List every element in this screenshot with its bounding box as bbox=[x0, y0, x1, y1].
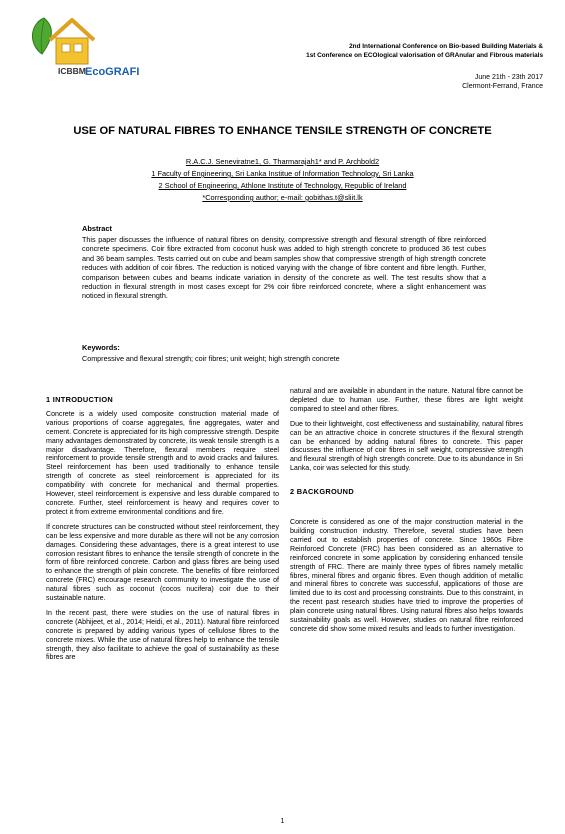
ecografi-brand: EcoGRAFI bbox=[85, 66, 140, 78]
conference-line-1: 2nd International Conference on Bio-based Building Materials & bbox=[349, 43, 543, 50]
left-column bbox=[46, 396, 279, 669]
author-list bbox=[0, 157, 565, 167]
affiliation-2-text: 2 School of Engineering, Athlone Institute of Technology, Republic of Ireland bbox=[158, 181, 407, 190]
background-paragraph-1: Concrete is considered as one of the major construction material in the building construction industry. Therefore, several studies have been carried out to establish properties of concrete. Since 1960s Fibre Reinforced Concrete (FRC) has been considered as an alternative to reinforced concrete in some application by considering enhanced tensile strength of FRC. There are mainly three types of fibres namely metallic fibres, mineral fibres and organic fibres. Even though addition of metallic and mineral fibres to concrete was successful, applications of those are limited due to its cost and processing constraints. Due to this constraint, in the recent past research studies have tried to improve the properties of plain concrete using natural fibres. Using natural fibres also helps towards sustainability goals as well. However, studies on natural fibre reinforced concrete did show some mixed results and leads to further investigation. bbox=[290, 519, 523, 633]
conference-line-2: 1st Conference on ECOlogical valorisation of GRAnular and Fibrous materials bbox=[306, 52, 543, 59]
conference-date-block bbox=[462, 73, 543, 91]
paper-title: USE OF NATURAL FIBRES TO ENHANCE TENSILE STRENGTH OF CONCRETE bbox=[73, 125, 492, 137]
right-column bbox=[290, 388, 523, 641]
page-number: 1 bbox=[280, 818, 285, 825]
affiliation-1-text: 1 Faculty of Engineering, Sri Lanka Institue of Information Technology, Sri Lanka bbox=[151, 169, 414, 178]
affiliation-1 bbox=[0, 169, 565, 179]
abstract-heading: Abstract bbox=[82, 224, 112, 233]
conference-dates: June 21th - 23th 2017 bbox=[474, 74, 543, 81]
intro-paragraph-5: Due to their lightweight, cost effectiveness and sustainability, natural fibres can be an attractive choice in concrete structures if the flexural strength can be enhanced by adding natural fibres to concrete. This paper discusses the influence of coir fibres in self weight, compressive strength and flexural strength of high strength concrete. Due to its abundance in Sri Lanka, coir was selected for this study. bbox=[290, 420, 523, 473]
intro-paragraph-3: In the recent past, there were studies on the use of natural fibres in concrete (Abhijeet, et al., 2014; Heidi, et al., 2011). Natural fibre reinforced concrete is prepared by adding various types of cellulose fibres to the concrete mixes. While the use of natural fibres help to enhance the tensile strength, they also facilitate to achieve the goal of sustainability as these fibres are bbox=[46, 609, 279, 662]
keywords-text: Compressive and flexural strength; coir fibres; unit weight; high strength concrete bbox=[82, 354, 340, 363]
corresponding-author bbox=[0, 193, 565, 203]
keywords-heading: Keywords: bbox=[82, 343, 120, 352]
corresponding-author-text: *Corresponding author; e-mail: gobithas.t@sliit.lk bbox=[202, 193, 363, 202]
authors-text: R.A.C.J. Seneviratne1, G. Tharmarajah1* and P. Archbold2 bbox=[185, 157, 380, 166]
icbbm-badge: ICBBM bbox=[58, 66, 86, 76]
affiliation-2 bbox=[0, 181, 565, 191]
intro-paragraph-2: If concrete structures can be constructed without steel reinforcement, they can be less expensive and more durable as there will not be any corrosion damages. Considering these advantages, there is a great interest to use corrosion resistant fibres to enhance the tensile strength of concrete in the form of fibre reinforced concrete. Carbon and glass fibres are being used to enhance the strength of plain concrete. The benefits of fibre reinforced concrete (FRC) encourage research community to investigate the use of natural fibres such as coconut (cocos nucifera) coir due to their sustainable nature. bbox=[46, 523, 279, 603]
section-heading-background: 2 BACKGROUND bbox=[290, 487, 354, 497]
abstract-text: This paper discusses the influence of natural fibres on density, compressive strength and flexural strength of fibre reinforced concrete specimens. Coir fibre extracted from coconut husk was added to high strength concrete to produced 36 test cubes and 36 beam samples. Tests carried out on cube and beam samples show that compressive strength of high strength concrete reduces with addition of coir fibres. The reduction is noticed varying with the change of fibre content and fibre length. Further, comparison between cubes and beams indicate variation in density of the concrete as well. The test results show that a reduction in flexural strength in most cases except for 2% coir fibre reinforced concrete, where a slight enhancement was noticed in flexural strength. bbox=[82, 235, 486, 301]
conference-header bbox=[306, 42, 543, 60]
section-heading-introduction: 1 INTRODUCTION bbox=[46, 395, 114, 404]
intro-paragraph-4: natural and are available in abundant in the nature. Natural fibre cannot be depleted due to human use. Further, these fibres are light weight compared to steel and other fibres. bbox=[290, 388, 523, 413]
conference-place: Clermont-Ferrand, France bbox=[462, 83, 543, 90]
intro-paragraph-1: Concrete is a widely used composite construction material made of various proportions of coarse aggregates, fine aggregates, water and cement. Concrete is appreciated for its high compressive strength. Despite many advantages demonstrated by concrete, its weak tensile strength is a major disadvantage. Therefore, flexural members require steel reinforcement to provide tensile strength and to avoid cracks and failures. Steel reinforcement has been used traditionally to enhance tensile strength of concrete as steel reinforcement is appreciated for its compatibility with concrete for mechanical and thermal properties. However, steel reinforcement is expensive and less durable compared to concrete. Further, steel reinforcement is heavy and requires cover to protect it from extreme environmental conditions and fire. bbox=[46, 410, 279, 516]
